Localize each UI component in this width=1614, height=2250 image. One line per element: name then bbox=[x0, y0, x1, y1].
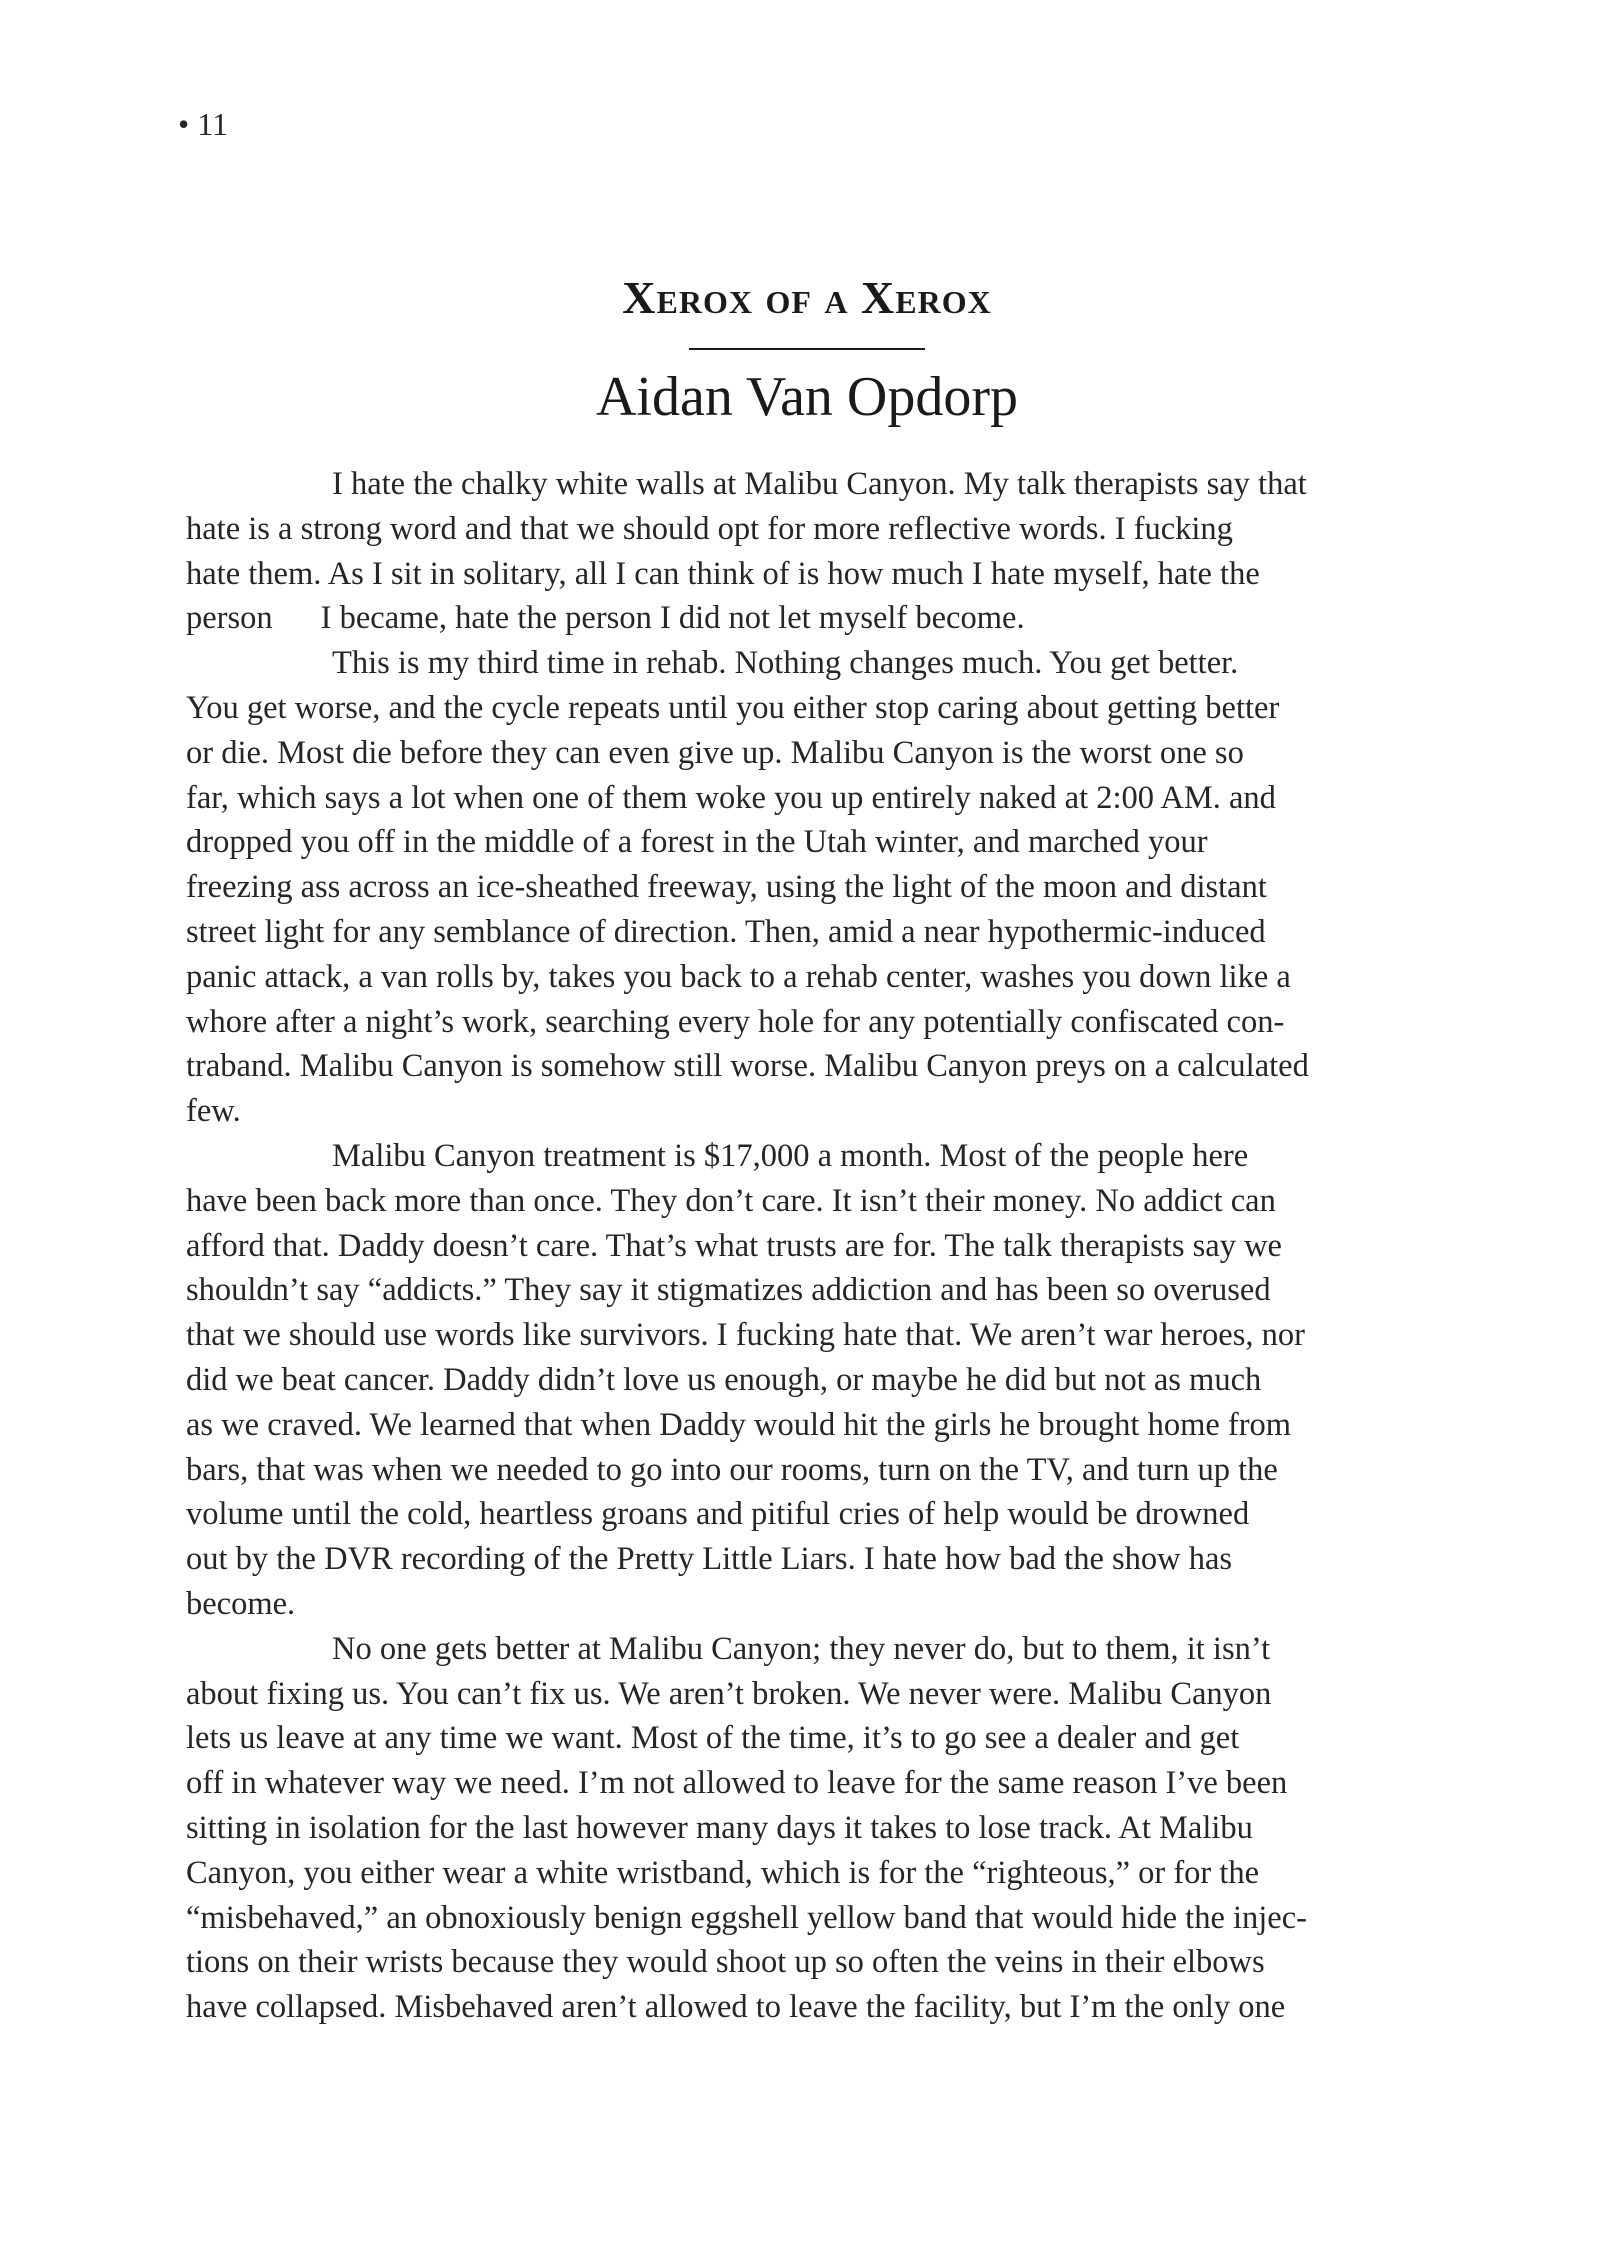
text-line: traband. Malibu Canyon is somehow still worse. Malibu Canyon preys on a calculated bbox=[186, 1048, 1309, 1085]
text-line: shouldn’t say “addicts.” They say it stigmatizes addiction and has been so overused bbox=[186, 1272, 1271, 1309]
text-line: far, which says a lot when one of them woke you up entirely naked at 2:00 AM. and bbox=[186, 779, 1276, 816]
text-line: as we craved. We learned that when Daddy would hit the girls he brought home from bbox=[186, 1406, 1292, 1443]
text-line: I hate the chalky white walls at Malibu Canyon. My talk therapists say that bbox=[332, 466, 1307, 502]
text-line: or die. Most die before they can even give up. Malibu Canyon is the worst one so bbox=[186, 734, 1244, 771]
text-line: volume until the cold, heartless groans and pitiful cries of help would be drowned bbox=[186, 1496, 1250, 1533]
text-line: dropped you off in the middle of a forest in the Utah winter, and marched your bbox=[186, 824, 1208, 861]
text-line: that we should use words like survivors. I fucking hate that. We aren’t war heroes, nor bbox=[186, 1317, 1305, 1354]
author-name: Aidan Van Opdorp bbox=[595, 366, 1019, 428]
story-body bbox=[186, 462, 1418, 2030]
text-line: sitting in isolation for the last however many days it takes to lose track. At Malibu bbox=[186, 1809, 1253, 1846]
text-line: become. bbox=[186, 1585, 296, 1622]
text-line: whore after a night’s work, searching every hole for any potentially confiscated con- bbox=[186, 1003, 1285, 1040]
page-number: • 11 bbox=[178, 106, 229, 142]
text-line: bars, that was when we needed to go into our rooms, turn on the TV, and turn up the bbox=[186, 1451, 1278, 1488]
text-line: hate them. As I sit in solitary, all I can think of is how much I hate myself, hate the bbox=[186, 555, 1260, 592]
title-divider bbox=[689, 348, 925, 350]
text-line: about fixing us. You can’t fix us. We aren’t broken. We never were. Malibu Canyon bbox=[186, 1675, 1272, 1712]
text-line: Malibu Canyon treatment is $17,000 a month. Most of the people here bbox=[332, 1137, 1249, 1174]
text-line: have collapsed. Misbehaved aren’t allowed to leave the facility, but I’m the only one bbox=[186, 1989, 1286, 2026]
text-line: panic attack, a van rolls by, takes you back to a rehab center, washes you down like a bbox=[186, 958, 1291, 995]
text-line: freezing ass across an ice-sheathed freeway, using the light of the moon and distant bbox=[186, 869, 1267, 906]
text-line: off in whatever way we need. I’m not allowed to leave for the same reason I’ve been bbox=[186, 1765, 1288, 1802]
text-line: “misbehaved,” an obnoxiously benign eggshell yellow band that would hide the injec- bbox=[186, 1899, 1307, 1936]
text-line: hate is a strong word and that we should opt for more reflective words. I fucking bbox=[186, 510, 1233, 547]
text-line: did we beat cancer. Daddy didn’t love us enough, or maybe he did but not as much bbox=[186, 1361, 1262, 1398]
text-line: lets us leave at any time we want. Most of the time, it’s to go see a dealer and get bbox=[186, 1720, 1240, 1757]
text-fragment: person bbox=[186, 600, 273, 637]
text-line: No one gets better at Malibu Canyon; they never do, but to them, it isn’t bbox=[332, 1630, 1271, 1667]
story-heading bbox=[0, 268, 1614, 432]
text-line: have been back more than once. They don’t care. It isn’t their money. No addict can bbox=[186, 1182, 1276, 1219]
text-line: You get worse, and the cycle repeats until you either stop caring about getting better bbox=[186, 689, 1280, 726]
story-title: Xerox of a Xerox bbox=[622, 272, 992, 323]
text-line: out by the DVR recording of the Pretty Little Liars. I hate how bad the show has bbox=[186, 1541, 1233, 1578]
text-line bbox=[186, 596, 1418, 641]
text-line: Canyon, you either wear a white wristband, which is for the “righteous,” or for the bbox=[186, 1854, 1260, 1891]
text-line: few. bbox=[186, 1093, 241, 1130]
text-fragment: I became, hate the person I did not let myself become. bbox=[320, 600, 1025, 637]
text-line: tions on their wrists because they would shoot up so often the veins in their elbows bbox=[186, 1944, 1265, 1981]
text-line: This is my third time in rehab. Nothing changes much. You get better. bbox=[332, 645, 1239, 682]
text-line: afford that. Daddy doesn’t care. That’s what trusts are for. The talk therapists say we bbox=[186, 1227, 1282, 1264]
text-line: street light for any semblance of direction. Then, amid a near hypothermic-induced bbox=[186, 913, 1266, 950]
